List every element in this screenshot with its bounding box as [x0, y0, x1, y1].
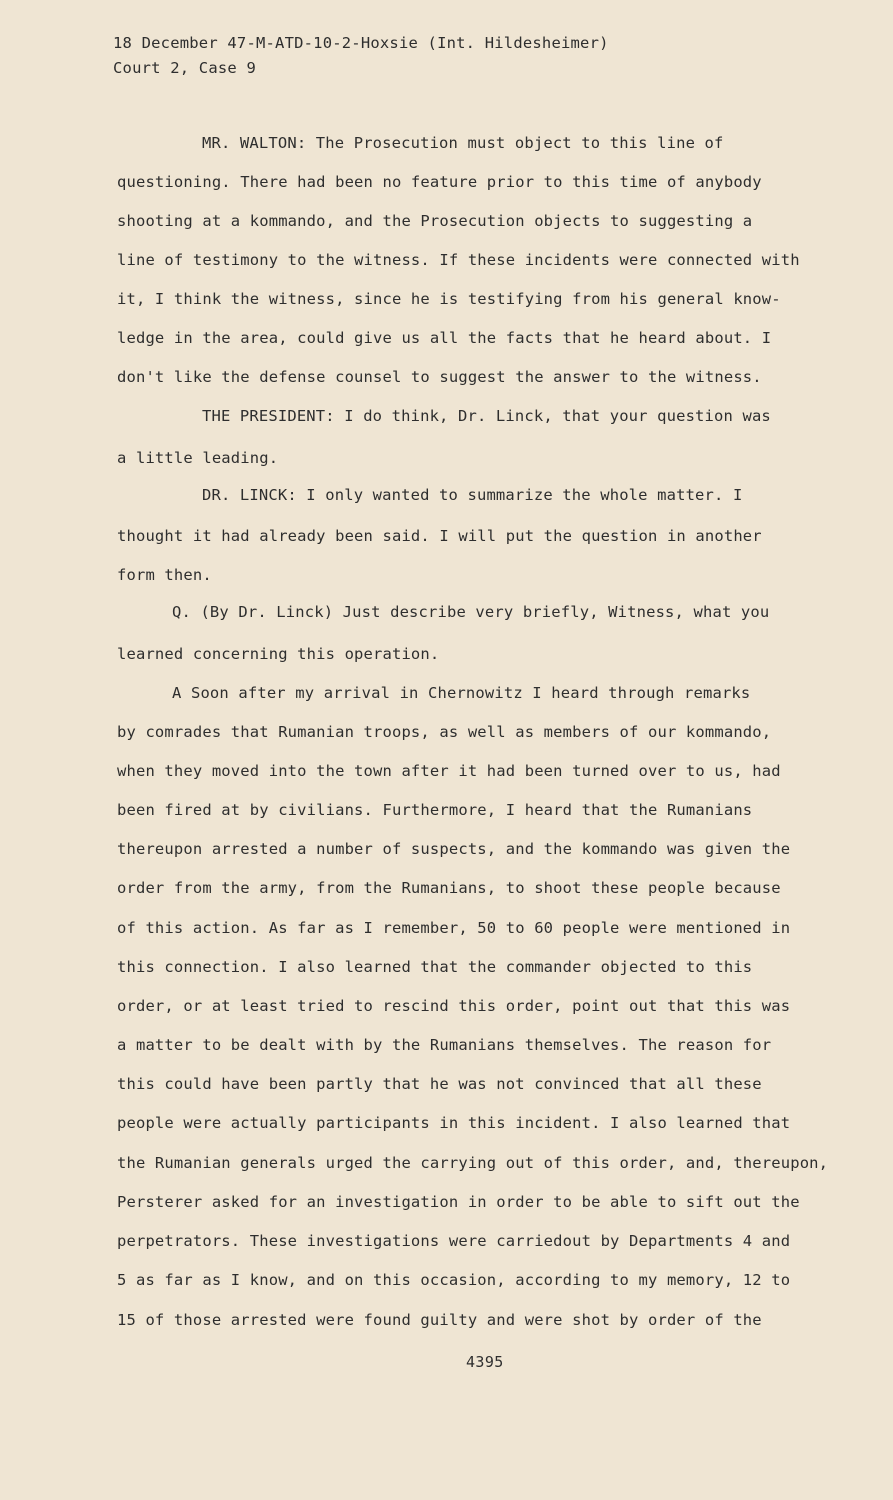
transcript-line: MR. WALTON: The Prosecution must object to this line of: [202, 134, 724, 152]
header-court-case: Court 2, Case 9: [113, 59, 256, 77]
transcript-line: this connection. I also learned that the commander objected to this: [117, 958, 753, 976]
page-number: 4395: [466, 1353, 504, 1371]
transcript-line: Persterer asked for an investigation in order to be able to sift out the: [117, 1193, 800, 1211]
transcript-line: of this action. As far as I remember, 50 to 60 people were mentioned in: [117, 919, 791, 937]
transcript-line: the Rumanian generals urged the carrying out of this order, and, thereupon,: [117, 1154, 829, 1172]
transcript-line: by comrades that Rumanian troops, as well as members of our kommando,: [117, 723, 772, 741]
transcript-line: this could have been partly that he was not convinced that all these: [117, 1075, 762, 1093]
transcript-line: thought it had already been said. I will put the question in another: [117, 527, 762, 545]
transcript-line: don't like the defense counsel to suggest the answer to the witness.: [117, 368, 762, 386]
transcript-line: line of testimony to the witness. If these incidents were connected with: [117, 251, 800, 269]
transcript-line: order, or at least tried to rescind this order, point out that this was: [117, 997, 791, 1015]
transcript-line: A Soon after my arrival in Chernowitz I heard through remarks: [172, 684, 751, 702]
transcript-line: thereupon arrested a number of suspects, and the kommando was given the: [117, 840, 791, 858]
document-header: [113, 31, 609, 81]
transcript-line: 15 of those arrested were found guilty and were shot by order of the: [117, 1311, 762, 1329]
transcript-line: been fired at by civilians. Furthermore, I heard that the Rumanians: [117, 801, 753, 819]
transcript-line: ledge in the area, could give us all the facts that he heard about. I: [117, 329, 772, 347]
transcript-line: a matter to be dealt with by the Rumanians themselves. The reason for: [117, 1036, 772, 1054]
transcript-line: a little leading.: [117, 449, 279, 467]
transcript-line: Q. (By Dr. Linck) Just describe very briefly, Witness, what you: [172, 603, 770, 621]
transcript-line: when they moved into the town after it had been turned over to us, had: [117, 762, 781, 780]
transcript-line: 5 as far as I know, and on this occasion, according to my memory, 12 to: [117, 1271, 791, 1289]
transcript-line: people were actually participants in this incident. I also learned that: [117, 1114, 791, 1132]
transcript-line: questioning. There had been no feature prior to this time of anybody: [117, 173, 762, 191]
transcript-line: order from the army, from the Rumanians, to shoot these people because: [117, 879, 781, 897]
transcript-line: perpetrators. These investigations were carriedout by Departments 4 and: [117, 1232, 791, 1250]
transcript-line: shooting at a kommando, and the Prosecution objects to suggesting a: [117, 212, 753, 230]
transcript-line: it, I think the witness, since he is testifying from his general know-: [117, 290, 781, 308]
transcript-line: DR. LINCK: I only wanted to summarize the whole matter. I: [202, 486, 743, 504]
header-reference: 18 December 47-M-ATD-10-2-Hoxsie (Int. Hildesheimer): [113, 34, 609, 52]
transcript-line: THE PRESIDENT: I do think, Dr. Linck, that your question was: [202, 407, 771, 425]
transcript-line: form then.: [117, 566, 212, 584]
transcript-line: learned concerning this operation.: [117, 645, 440, 663]
